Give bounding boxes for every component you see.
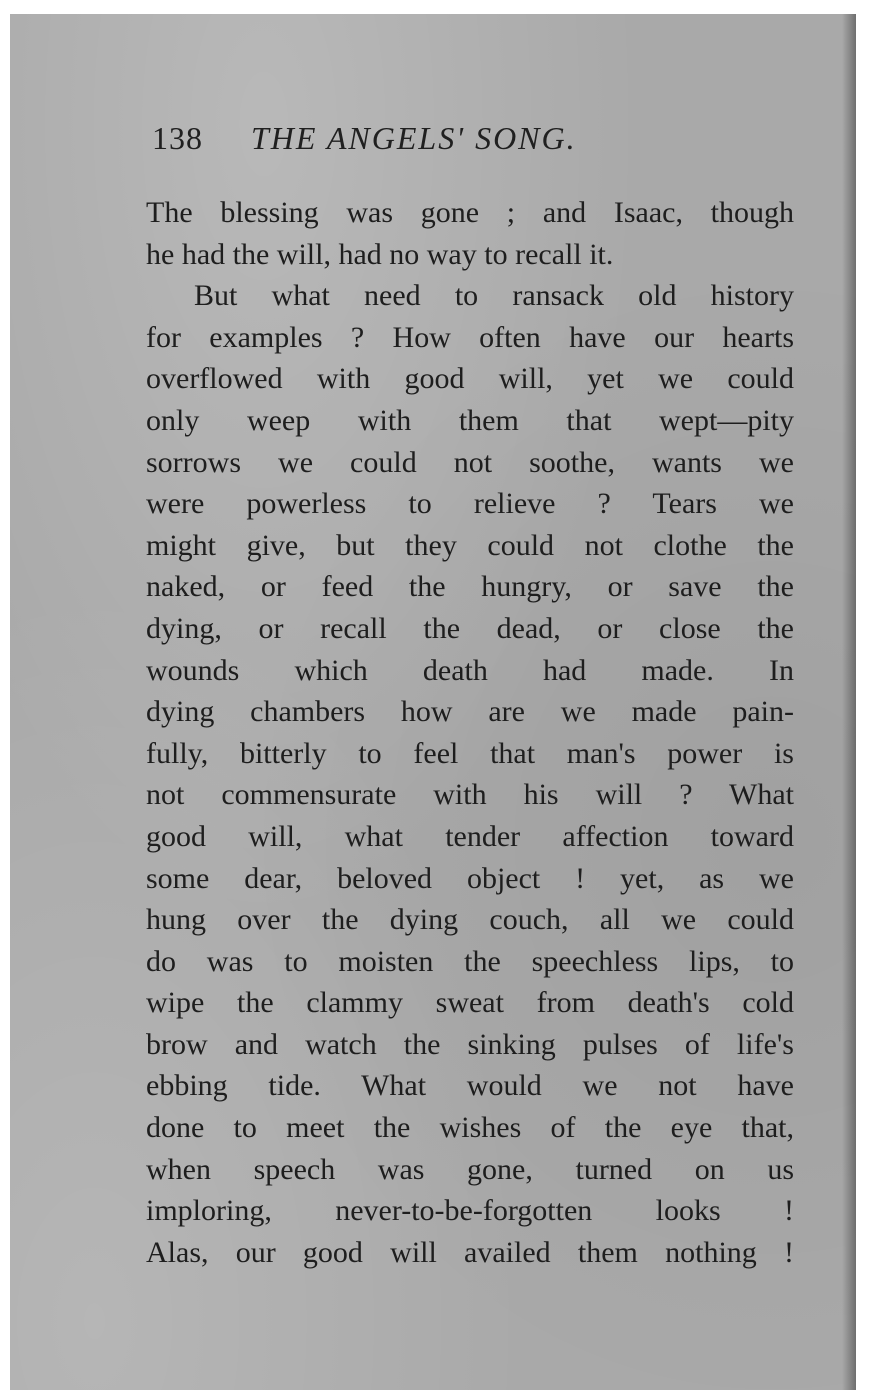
text-line: overflowed with good will, yet we could	[146, 362, 794, 396]
text-line: hung over the dying couch, all we could	[146, 903, 794, 937]
page-edge-shadow	[842, 14, 856, 1390]
text-line: dying, or recall the dead, or close the	[146, 611, 794, 645]
text-line: dying chambers how are we made pain-	[146, 695, 794, 729]
text-line: Alas, our good will availed them nothing !	[146, 1235, 794, 1269]
text-line: good will, what tender affection toward	[146, 819, 794, 853]
text-line: were powerless to relieve ? Tears we	[146, 487, 794, 521]
text-line: wipe the clammy sweat from death's cold	[146, 986, 794, 1020]
body-text	[146, 192, 794, 1273]
text-line: ebbing tide. What would we not have	[146, 1069, 794, 1103]
running-title: THE ANGELS' SONG.	[251, 120, 577, 156]
text-line: do was to moisten the speechless lips, to	[146, 944, 794, 978]
text-line: naked, or feed the hungry, or save the	[146, 570, 794, 604]
text-line: done to meet the wishes of the eye that,	[146, 1111, 794, 1145]
text-line: But what need to ransack old history	[194, 279, 794, 313]
text-line: fully, bitterly to feel that man's power is	[146, 736, 794, 770]
scanned-page	[10, 14, 856, 1390]
text-line: when speech was gone, turned on us	[146, 1152, 794, 1186]
text-line: for examples ? How often have our hearts	[146, 320, 794, 354]
text-line: not commensurate with his will ? What	[146, 778, 794, 812]
text-line: wounds which death had made. In	[146, 653, 794, 687]
text-line: he had the will, had no way to recall it.	[146, 237, 614, 271]
text-line: only weep with them that wept—pity	[146, 403, 794, 437]
text-line: might give, but they could not clothe the	[146, 528, 794, 562]
text-line: some dear, beloved object ! yet, as we	[146, 861, 794, 895]
text-line: The blessing was gone ; and Isaac, though	[146, 196, 794, 229]
text-line: brow and watch the sinking pulses of life's	[146, 1027, 794, 1061]
text-line: sorrows we could not soothe, wants we	[146, 445, 794, 479]
page-number: 138	[152, 120, 203, 156]
running-head	[152, 120, 752, 157]
text-line: imploring, never-to-be-forgotten looks !	[146, 1194, 794, 1228]
